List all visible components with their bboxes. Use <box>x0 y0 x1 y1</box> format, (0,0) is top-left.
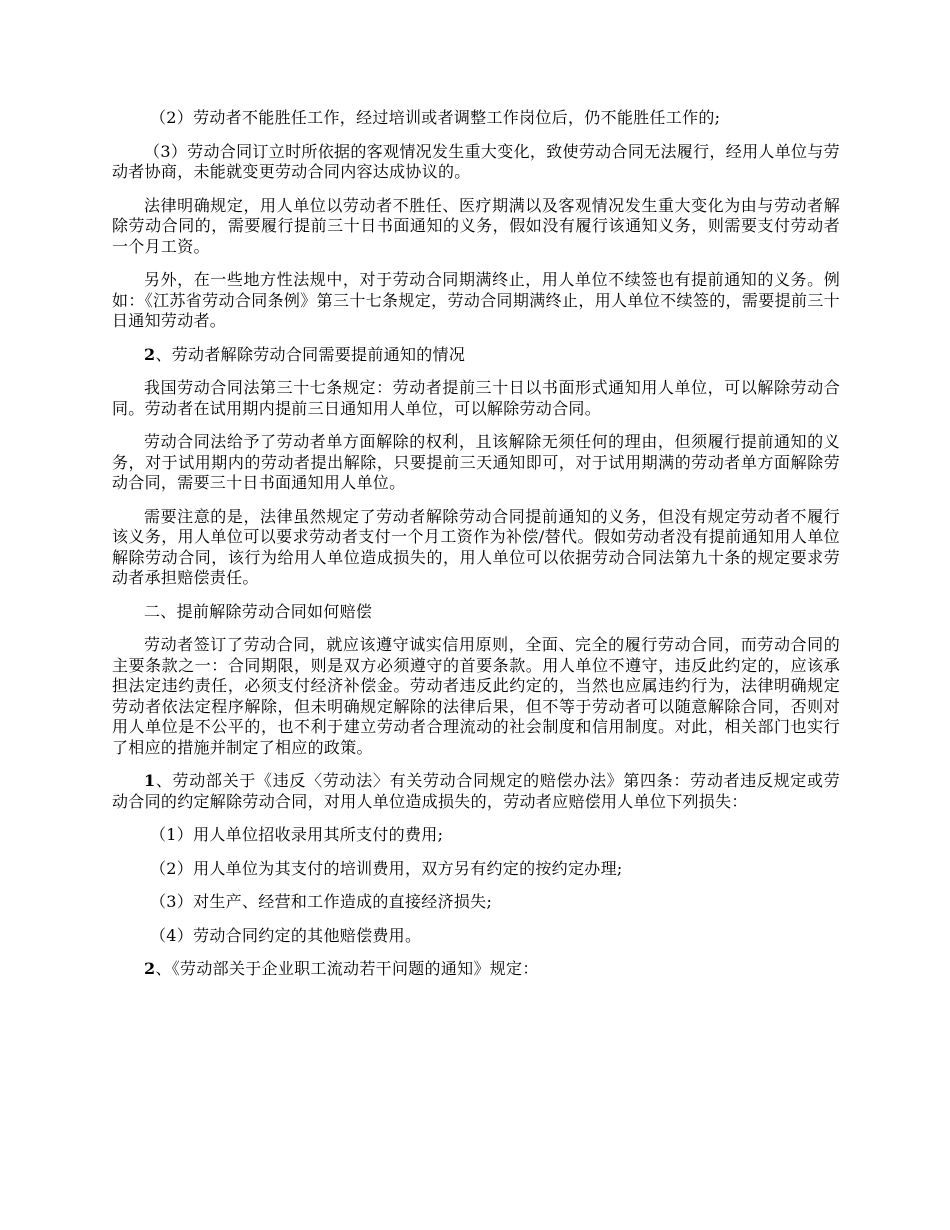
heading-text: 、劳动者解除劳动合同需要提前通知的情况 <box>155 344 466 364</box>
paragraph-text: 、劳动部关于《违反〈劳动法〉有关劳动合同规定的赔偿办法》第四条：劳动者违反规定或劳动合同的约定解除劳动合同，对用人单位造成损失的，劳动者应赔偿用人单位下列损失： <box>112 771 840 811</box>
item-number: 1 <box>144 771 156 790</box>
paragraph: （2）劳动者不能胜任工作，经过培训或者调整工作岗位后，仍不能胜任工作的; <box>150 108 721 127</box>
paragraph: 劳动合同法给予了劳动者单方面解除的权利，且该解除无须任何的理由，但须履行提前通知的义务，对于试用期内的劳动者提出解除，只要提前三天通知即可，对于试用期满的劳动者单方面解除劳动合同，需要三十日书面通知用人单位。 <box>112 432 840 492</box>
heading-number: 2 <box>144 344 156 364</box>
paragraph: 需要注意的是，法律虽然规定了劳动者解除劳动合同提前通知的义务，但没有规定劳动者不履行该义务，用人单位可以要求劳动者支付一个月工资作为补偿/替代。假如劳动者没有提前通知用人单位解除劳动合同，该行为给用人单位造成损失的，用人单位可以依据劳动合同法第九十条的规定要求劳动者承担赔偿责任。 <box>112 506 840 587</box>
list-item: （3）对生产、经营和工作造成的直接经济损失; <box>150 892 493 911</box>
paragraph <box>112 959 840 980</box>
paragraph: 我国劳动合同法第三十七条规定：劳动者提前三十日以书面形式通知用人单位，可以解除劳动合同。劳动者在试用期内提前三日通知用人单位，可以解除劳动合同。 <box>112 378 840 418</box>
paragraph-text: 、《劳动部关于企业职工流动若干问题的通知》规定： <box>155 959 539 978</box>
paragraph: 劳动者签订了劳动合同，就应该遵守诚实信用原则，全面、完全的履行劳动合同，而劳动合同的主要条款之一：合同期限，则是双方必须遵守的首要条款。用人单位不遵守，违反此约定的，应该承担法定违约责任，必须支付经济补偿金。劳动者违反此约定的，当然也应属违约行为，法律明确规定劳动者依法定程序解除，但未明确规定解除的法律后果，但不等于劳动者可以随意解除合同，否则对用人单位是不公平的，也不利于建立劳动者合理流动的社会制度和信用制度。对此，相关部门也实行了相应的措施并制定了相应的政策。 <box>112 635 840 757</box>
paragraph <box>112 771 840 812</box>
list-item: （2）用人单位为其支付的培训费用，双方另有约定的按约定办理; <box>150 858 623 878</box>
paragraph: 法律明确规定，用人单位以劳动者不胜任、医疗期满以及客观情况发生重大变化为由与劳动者解除劳动合同的，需要履行提前三十日书面通知的义务，假如没有履行该通知义务，则需要支付劳动者一个月工资。 <box>112 195 840 256</box>
list-item: （4）劳动合同约定的其他赔偿费用。 <box>150 925 422 945</box>
paragraph: （3）劳动合同订立时所依据的客观情况发生重大变化，致使劳动合同无法履行，经用人单位与劳动者协商，未能就变更劳动合同内容达成协议的。 <box>112 141 840 181</box>
paragraph: 另外，在一些地方性法规中，对于劳动合同期满终止，用人单位不续签也有提前通知的义务。例如：《江苏省劳动合同条例》第三十七条规定，劳动合同期满终止，用人单位不续签的，需要提前三十日通知劳动者。 <box>112 270 840 330</box>
document-body <box>112 108 840 993</box>
section-heading: 二、提前解除劳动合同如何赔偿 <box>144 601 373 621</box>
list-item: （1）用人单位招收录用其所支付的费用; <box>150 825 444 844</box>
section-heading <box>112 345 840 366</box>
item-number: 2 <box>144 959 156 978</box>
